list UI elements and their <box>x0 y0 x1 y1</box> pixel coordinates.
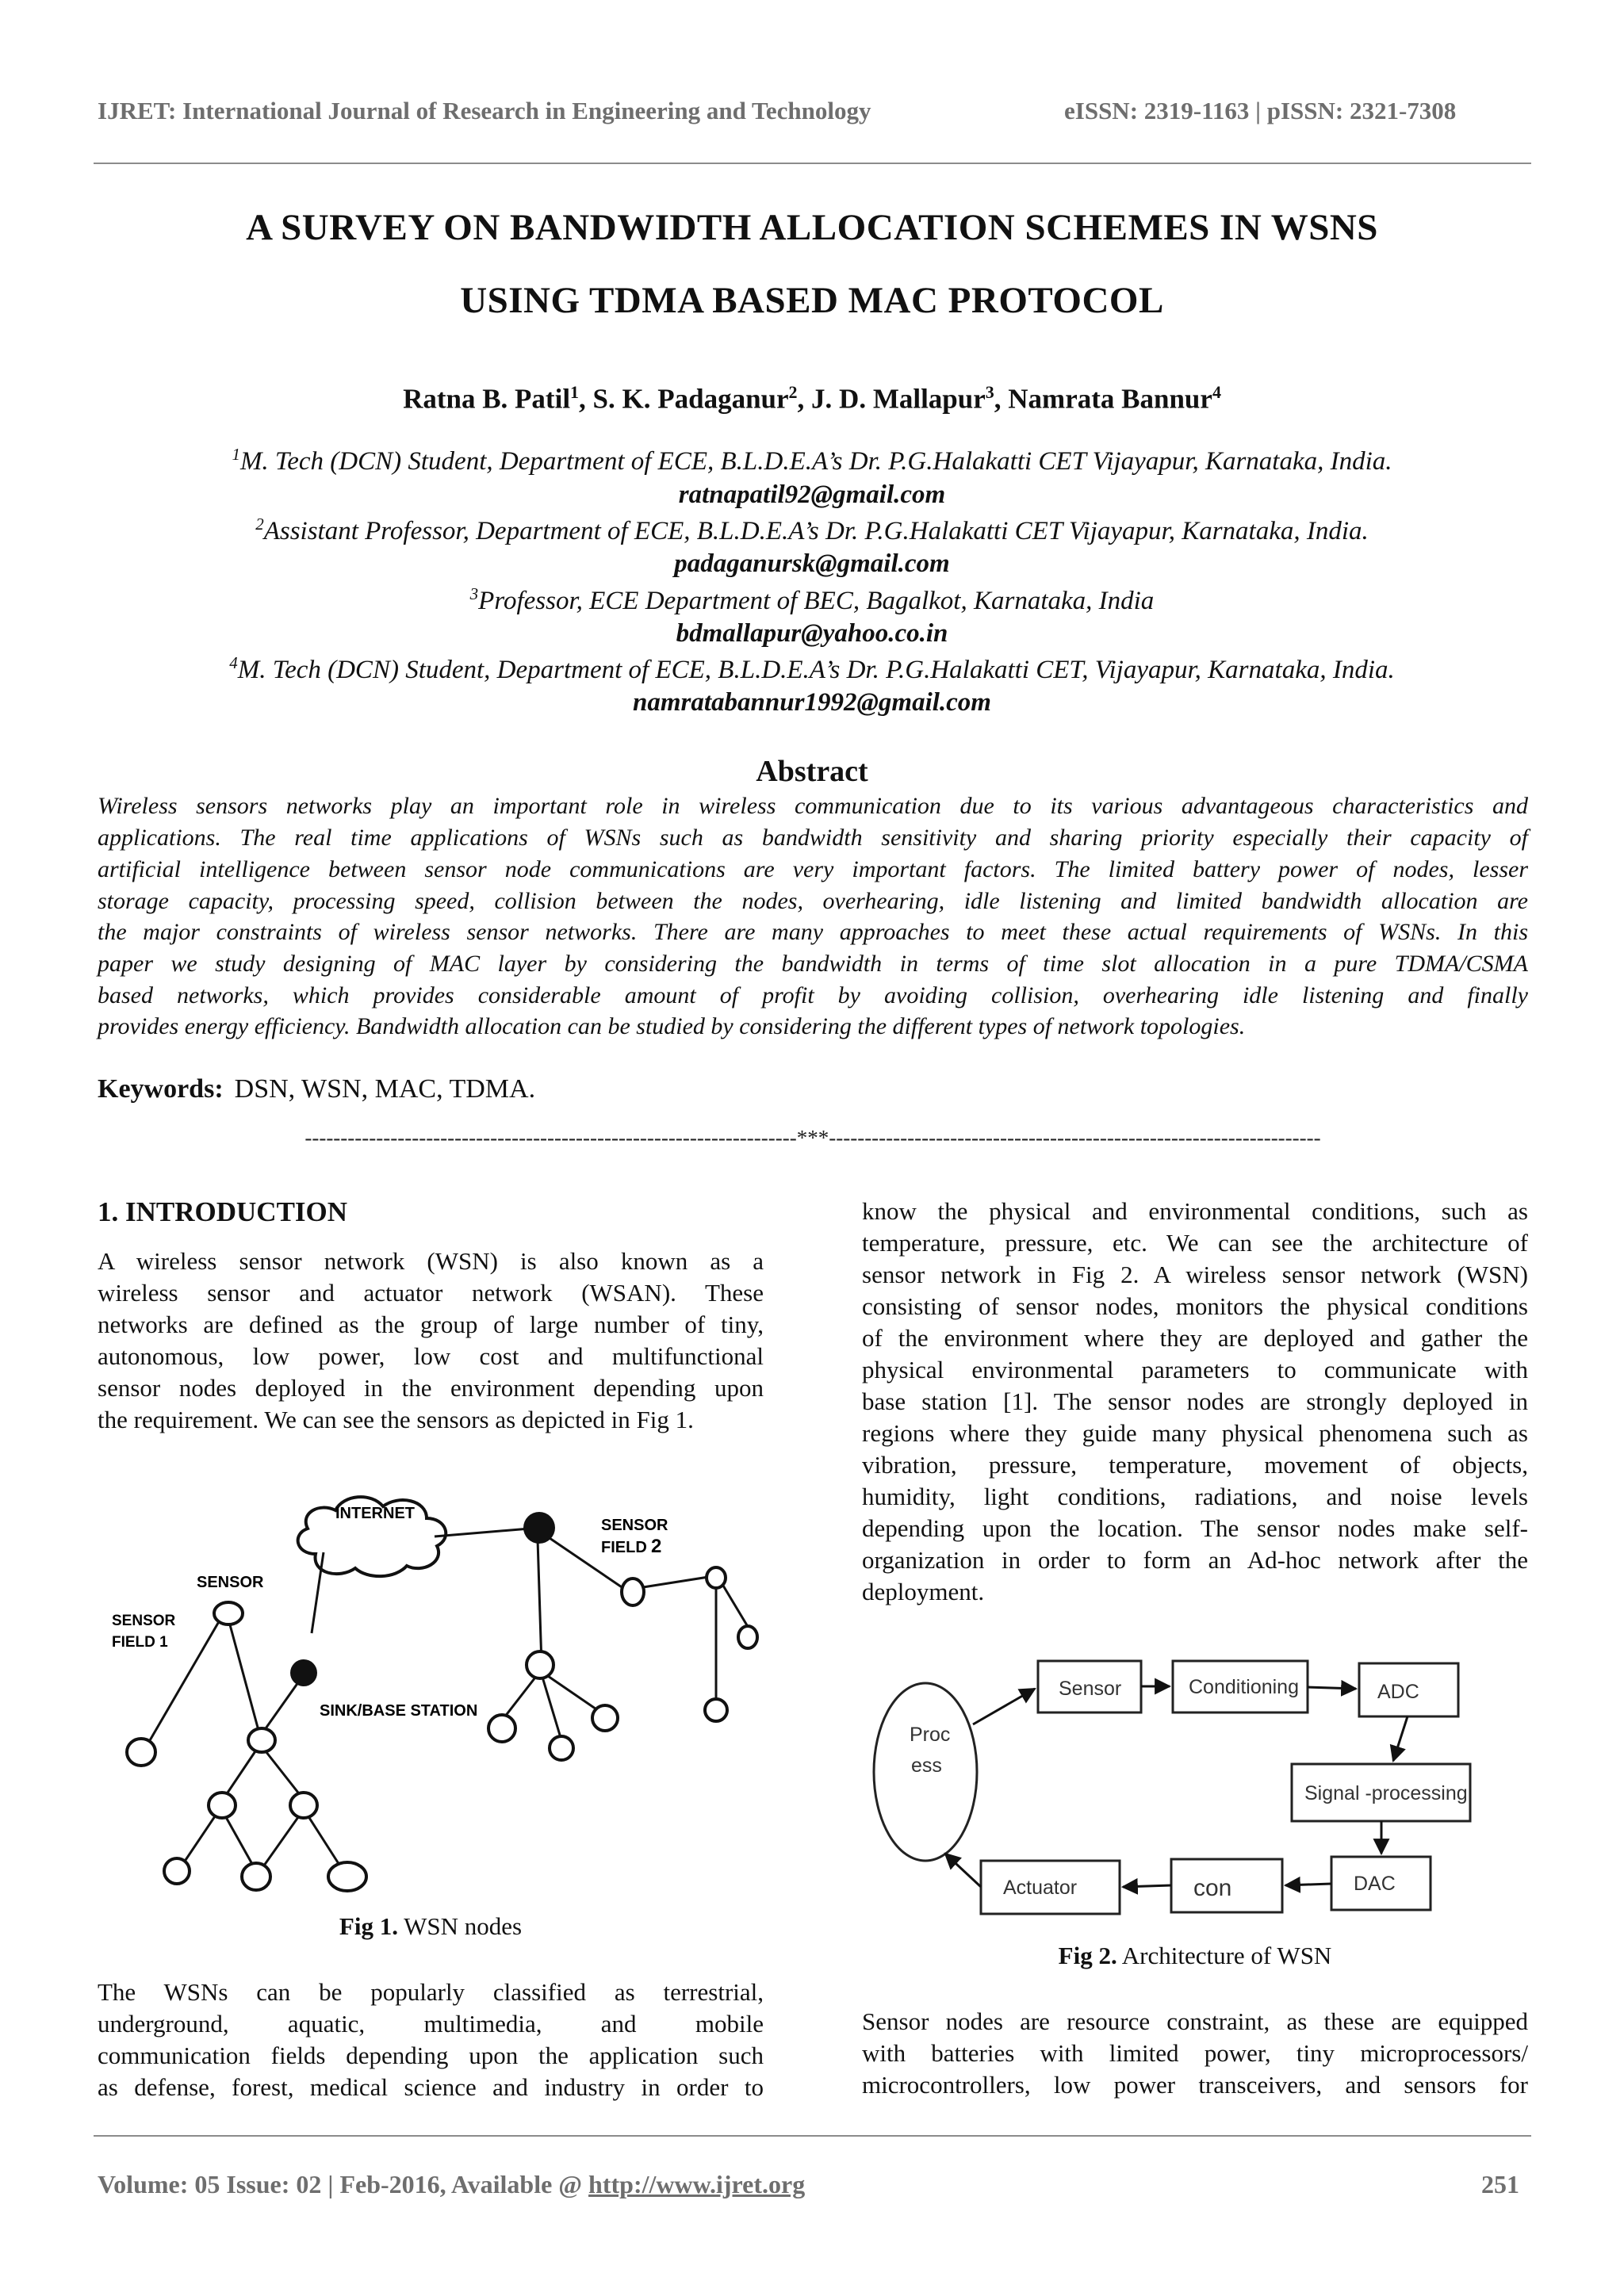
fig2-caption-text: Architecture of WSN <box>1116 1942 1332 1969</box>
intro-line: base station [1]. The sensor nodes are strongly deployed in <box>862 1387 1528 1415</box>
intro-line: underground, aquatic, multimedia, and mobile <box>98 2010 764 2038</box>
node-l2 <box>242 1863 270 1890</box>
affiliation-sup: 4 <box>229 653 238 672</box>
node-b1 <box>209 1793 236 1818</box>
author-sup: 2 <box>788 382 798 402</box>
sensor-field2-label-a: SENSOR <box>601 1517 668 1534</box>
abstract-line: provides energy efficiency. Bandwidth allocation can be studied by considering the different types of network topologies. <box>98 1013 1246 1039</box>
affiliation-2 <box>0 515 1624 546</box>
author-sep: , <box>994 383 1009 415</box>
intro-line: organization in order to form an Ad-hoc network after the <box>862 1546 1528 1574</box>
intro-line: Sensor nodes are resource constraint, as these are equipped <box>862 2007 1528 2035</box>
fig1-wsn-diagram <box>98 1451 764 1903</box>
intro-line: sensor nodes deployed in the environment depending upon <box>98 1374 764 1402</box>
chain-tail-node <box>738 1626 757 1648</box>
chain-down-node <box>705 1699 727 1721</box>
intro-line: networks are defined as the group of large number of tiny, <box>98 1311 764 1338</box>
field2-black-node <box>523 1512 555 1544</box>
affiliation-text: M. Tech (DCN) Student, Department of ECE, B.L.D.E.A’s Dr. P.G.Halakatti CET Vijayapur, Karnataka, India. <box>239 447 1392 476</box>
mid-b-node <box>550 1736 573 1760</box>
sensor-field2-number: 2 <box>651 1536 662 1557</box>
conditioning-block-label: Conditioning <box>1189 1676 1299 1698</box>
mid-node <box>527 1651 553 1678</box>
abstract-line: artificial intelligence between sensor node communications are very important factors. The limited battery power of nodes, lesser <box>98 856 1528 882</box>
intro-line: with batteries with limited power, tiny microprocessors/ <box>862 2039 1528 2067</box>
intro-line: autonomous, low power, low cost and multifunctional <box>98 1342 764 1370</box>
affiliation-text: M. Tech (DCN) Student, Department of ECE, B.L.D.E.A’s Dr. P.G.Halakatti CET, Vijayapur, Karnataka, India. <box>237 656 1395 684</box>
keywords-value: DSN, WSN, MAC, TDMA. <box>234 1074 536 1104</box>
field2-node <box>622 1578 644 1605</box>
adc-block-label: ADC <box>1377 1681 1419 1703</box>
author-sup: 3 <box>985 382 994 402</box>
footer-volume <box>98 2170 805 2199</box>
node-b2 <box>290 1793 317 1818</box>
author-name: Ratna B. Patil <box>403 383 571 415</box>
affiliation-sup: 3 <box>469 584 479 603</box>
author-name: J. D. Mallapur <box>811 383 986 415</box>
link-black-mid <box>538 1540 542 1665</box>
node-l3 <box>328 1862 366 1891</box>
sensor-node <box>214 1602 243 1624</box>
link-cloud-blacknode <box>435 1529 530 1536</box>
intro-line: of the environment where they are deployed and gather the <box>862 1324 1528 1352</box>
footer-rule <box>94 2135 1531 2137</box>
sensor-label: SENSOR <box>197 1574 264 1591</box>
intro-line: temperature, pressure, etc. We can see the architecture of <box>862 1229 1528 1257</box>
abstract-line: paper we study designing of MAC layer by considering the bandwidth in terms of time slot allocation in a pure TDMA/CSMA <box>98 951 1528 977</box>
intro-line: depending upon the location. The sensor nodes make self- <box>862 1514 1528 1542</box>
sink-node <box>290 1659 317 1686</box>
link-b1-l1 <box>181 1812 218 1867</box>
dac-block-label: DAC <box>1354 1873 1396 1895</box>
affiliation-text: Professor, ECE Department of BEC, Bagalkot, Karnataka, India <box>478 587 1155 615</box>
intro-line: communication fields depending upon the application such <box>98 2042 764 2069</box>
fig1-caption <box>0 1912 861 1941</box>
internet-label: INTERNET <box>335 1505 415 1522</box>
intro-line: sensor network in Fig 2. A wireless sensor network (WSN) <box>862 1261 1528 1288</box>
arrow-actuator-process <box>945 1854 981 1887</box>
affiliation-4 <box>0 653 1624 685</box>
mid-a-node <box>488 1715 515 1742</box>
authors <box>0 382 1624 415</box>
sensor-field1-label-b: FIELD 1 <box>112 1634 168 1651</box>
affiliation-text: Assistant Professor, Department of ECE, B.L.D.E.A’s Dr. P.G.Halakatti CET Vijayapur, Karnataka, India. <box>263 517 1369 545</box>
con-block-label: con <box>1193 1875 1232 1901</box>
mid-c-node <box>592 1705 618 1731</box>
section-separator: ---------------------------------------------------------------------***--------------------------------------------------------------------- <box>304 1126 1321 1150</box>
sensor-block-label: Sensor <box>1059 1678 1122 1700</box>
abstract-line: based networks, which provides considerable amount of profit by avoiding collision, overhearing idle listening and finally <box>98 982 1528 1008</box>
intro-line: humidity, light conditions, radiations, and noise levels <box>862 1483 1528 1510</box>
intro-line: know the physical and environmental conditions, such as <box>862 1197 1528 1225</box>
sensor-field2-label-b: FIELD <box>601 1539 647 1556</box>
link-hub-b1 <box>223 1744 260 1800</box>
intro-line: The WSNs can be popularly classified as terrestrial, <box>98 1978 764 2006</box>
email-1[interactable]: ratnapatil92@gmail.com <box>678 480 946 509</box>
author-sep: , <box>797 383 812 415</box>
intro-line: physical environmental parameters to communicate with <box>862 1356 1528 1383</box>
link-mid-a <box>502 1674 538 1720</box>
node-left <box>127 1739 155 1766</box>
link-mid-c <box>546 1674 601 1712</box>
link-b2-l3 <box>305 1812 343 1871</box>
intro-line: regions where they guide many physical phenomena such as <box>862 1419 1528 1447</box>
footer-prefix: Volume: 05 Issue: 02 | Feb-2016, Available @ <box>98 2170 589 2198</box>
page-number: 251 <box>1481 2170 1519 2198</box>
keywords-label: Keywords: <box>98 1074 224 1104</box>
paper-title-line1: A SURVEY ON BANDWIDTH ALLOCATION SCHEMES IN WSNS <box>246 207 1378 248</box>
abstract-heading: Abstract <box>756 755 868 788</box>
fig2-caption <box>862 1942 1528 1970</box>
intro-line: as defense, forest, medical science and industry in order to <box>98 2073 764 2101</box>
fig1-caption-text: WSN nodes <box>397 1912 523 1940</box>
header-rule <box>94 163 1531 164</box>
link-b1-l2 <box>223 1812 256 1871</box>
intro-line: the requirement. We can see the sensors as depicted in Fig 1. <box>98 1406 694 1433</box>
fig2-architecture-diagram <box>862 1649 1528 1931</box>
arrow-dac-con <box>1285 1884 1331 1885</box>
affiliation-sup: 1 <box>232 445 240 464</box>
author-sep: , <box>579 383 593 415</box>
process-label-2: ess <box>911 1755 942 1777</box>
author-name: Namrata Bannur <box>1008 383 1212 415</box>
affiliation-sup: 2 <box>255 515 264 534</box>
intro-line: consisting of sensor nodes, monitors the physical conditions <box>862 1292 1528 1320</box>
sink-label: SINK/BASE STATION <box>320 1702 478 1720</box>
issn: eISSN: 2319-1163 | pISSN: 2321-7308 <box>1064 97 1457 124</box>
intro-line: wireless sensor and actuator network (WSAN). These <box>98 1279 764 1307</box>
node-l1 <box>164 1858 190 1884</box>
journal-name: IJRET: International Journal of Research in Engineering and Technology <box>98 97 871 124</box>
email-3[interactable]: bdmallapur@yahoo.co.in <box>676 619 948 648</box>
intro-heading: 1. INTRODUCTION <box>98 1196 348 1227</box>
actuator-block-label: Actuator <box>1003 1877 1078 1899</box>
author-name: S. K. Padaganur <box>592 383 789 415</box>
chain-node <box>707 1567 726 1588</box>
author-sup: 4 <box>1212 382 1221 402</box>
sensor-field1-label-a: SENSOR <box>112 1613 176 1629</box>
fig2-caption-label: Fig 2. <box>1058 1942 1117 1969</box>
author-sup: 1 <box>570 382 580 402</box>
signal-block-label: Signal -processing <box>1304 1782 1468 1804</box>
arrow-adc-signal <box>1393 1716 1408 1761</box>
affiliation-1 <box>0 445 1624 476</box>
link-b2-l4 <box>260 1812 302 1871</box>
arrow-con-actuator <box>1123 1885 1171 1887</box>
email-4[interactable]: namratabannur1992@gmail.com <box>633 688 991 717</box>
hub-node <box>248 1728 275 1752</box>
abstract-line: applications. The real time applications of WSNs such as bandwidth sensitivity and sharing priority especially their capacity of <box>98 825 1528 851</box>
intro-line: deployment. <box>862 1578 985 1605</box>
link-sensor-hub <box>228 1619 260 1736</box>
intro-line: microcontrollers, low power transceivers, and sensors for <box>862 2071 1528 2099</box>
keywords <box>98 1074 535 1104</box>
abstract-line: the major constraints of wireless sensor networks. There are many approaches to meet these actual requirements of WSNs. In this <box>98 919 1528 945</box>
intro-line: vibration, pressure, temperature, movement of objects, <box>862 1451 1528 1479</box>
footer-link[interactable]: http://www.ijret.org <box>588 2170 806 2198</box>
process-label-1: Proc <box>910 1724 951 1746</box>
affiliation-3 <box>0 584 1624 616</box>
link-right-chain <box>643 1576 714 1587</box>
abstract-line: Wireless sensors networks play an important role in wireless communication due to its various advantageous characteristics and <box>98 793 1528 819</box>
paper-title-line2: USING TDMA BASED MAC PROTOCOL <box>460 280 1164 321</box>
abstract-line: storage capacity, processing speed, collision between the nodes, overhearing, idle listening and limited bandwidth allocation are <box>98 888 1528 914</box>
arrow-process-sensor <box>973 1689 1035 1724</box>
arrow-conditioning-adc <box>1308 1687 1356 1689</box>
email-2[interactable]: padaganursk@gmail.com <box>674 549 950 578</box>
intro-line: A wireless sensor network (WSN) is also known as a <box>98 1247 764 1275</box>
fig1-caption-label: Fig 1. <box>339 1912 398 1940</box>
